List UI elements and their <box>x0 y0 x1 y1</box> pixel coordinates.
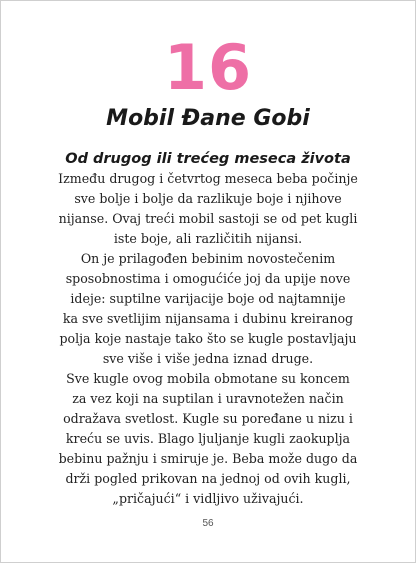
body-text <box>31 169 385 509</box>
body-line: ka sve svetlijim nijansama i dubinu kreiranog <box>62 311 354 326</box>
body-line: ideje: suptilne varijacije boje od najtamnije <box>70 291 346 306</box>
chapter-subtitle: Od drugog ili trećeg meseca života <box>65 151 351 167</box>
body-line: odražava svetlost. Kugle su poređane u nizu i <box>63 411 353 426</box>
body-line: drži pogled prikovan na jednoj od ovih kugli, <box>65 471 351 486</box>
body-line: iste boje, ali različitih nijansi. <box>113 231 303 246</box>
body-line: „pričajući“ i vidljivo uživajući. <box>112 491 304 506</box>
body-line: On je prilagođen bebinim novostečenim <box>80 251 336 266</box>
body-line: bebinu pažnju i smiruje je. Beba može dugo da <box>58 451 358 466</box>
page-number: 56 <box>202 518 214 529</box>
body-line: sve bolje i bolje da razlikuje boje i njihove <box>74 191 342 206</box>
chapter-number: 16 <box>163 31 253 104</box>
body-line: za vez koji na suptilan i uravnotežen način <box>72 391 344 406</box>
body-line: polja koje nastaje tako što se kugle postavljaju <box>59 331 357 346</box>
body-line: Sve kugle ovog mobila obmotane su koncem <box>66 371 350 386</box>
body-line: sve više i više jedna iznad druge. <box>102 351 314 366</box>
chapter-title: Mobil Đane Gobi <box>106 106 310 131</box>
body-line: sposobnostima i omogućiće joj da upije nove <box>65 271 351 286</box>
body-line: nijanse. Ovaj treći mobil sastoji se od pet kugli <box>58 211 358 226</box>
body-line: Između drugog i četvrtog meseca beba počinje <box>58 171 358 186</box>
body-line: kreću se uvis. Blago ljuljanje kugli zaokuplja <box>65 431 351 446</box>
